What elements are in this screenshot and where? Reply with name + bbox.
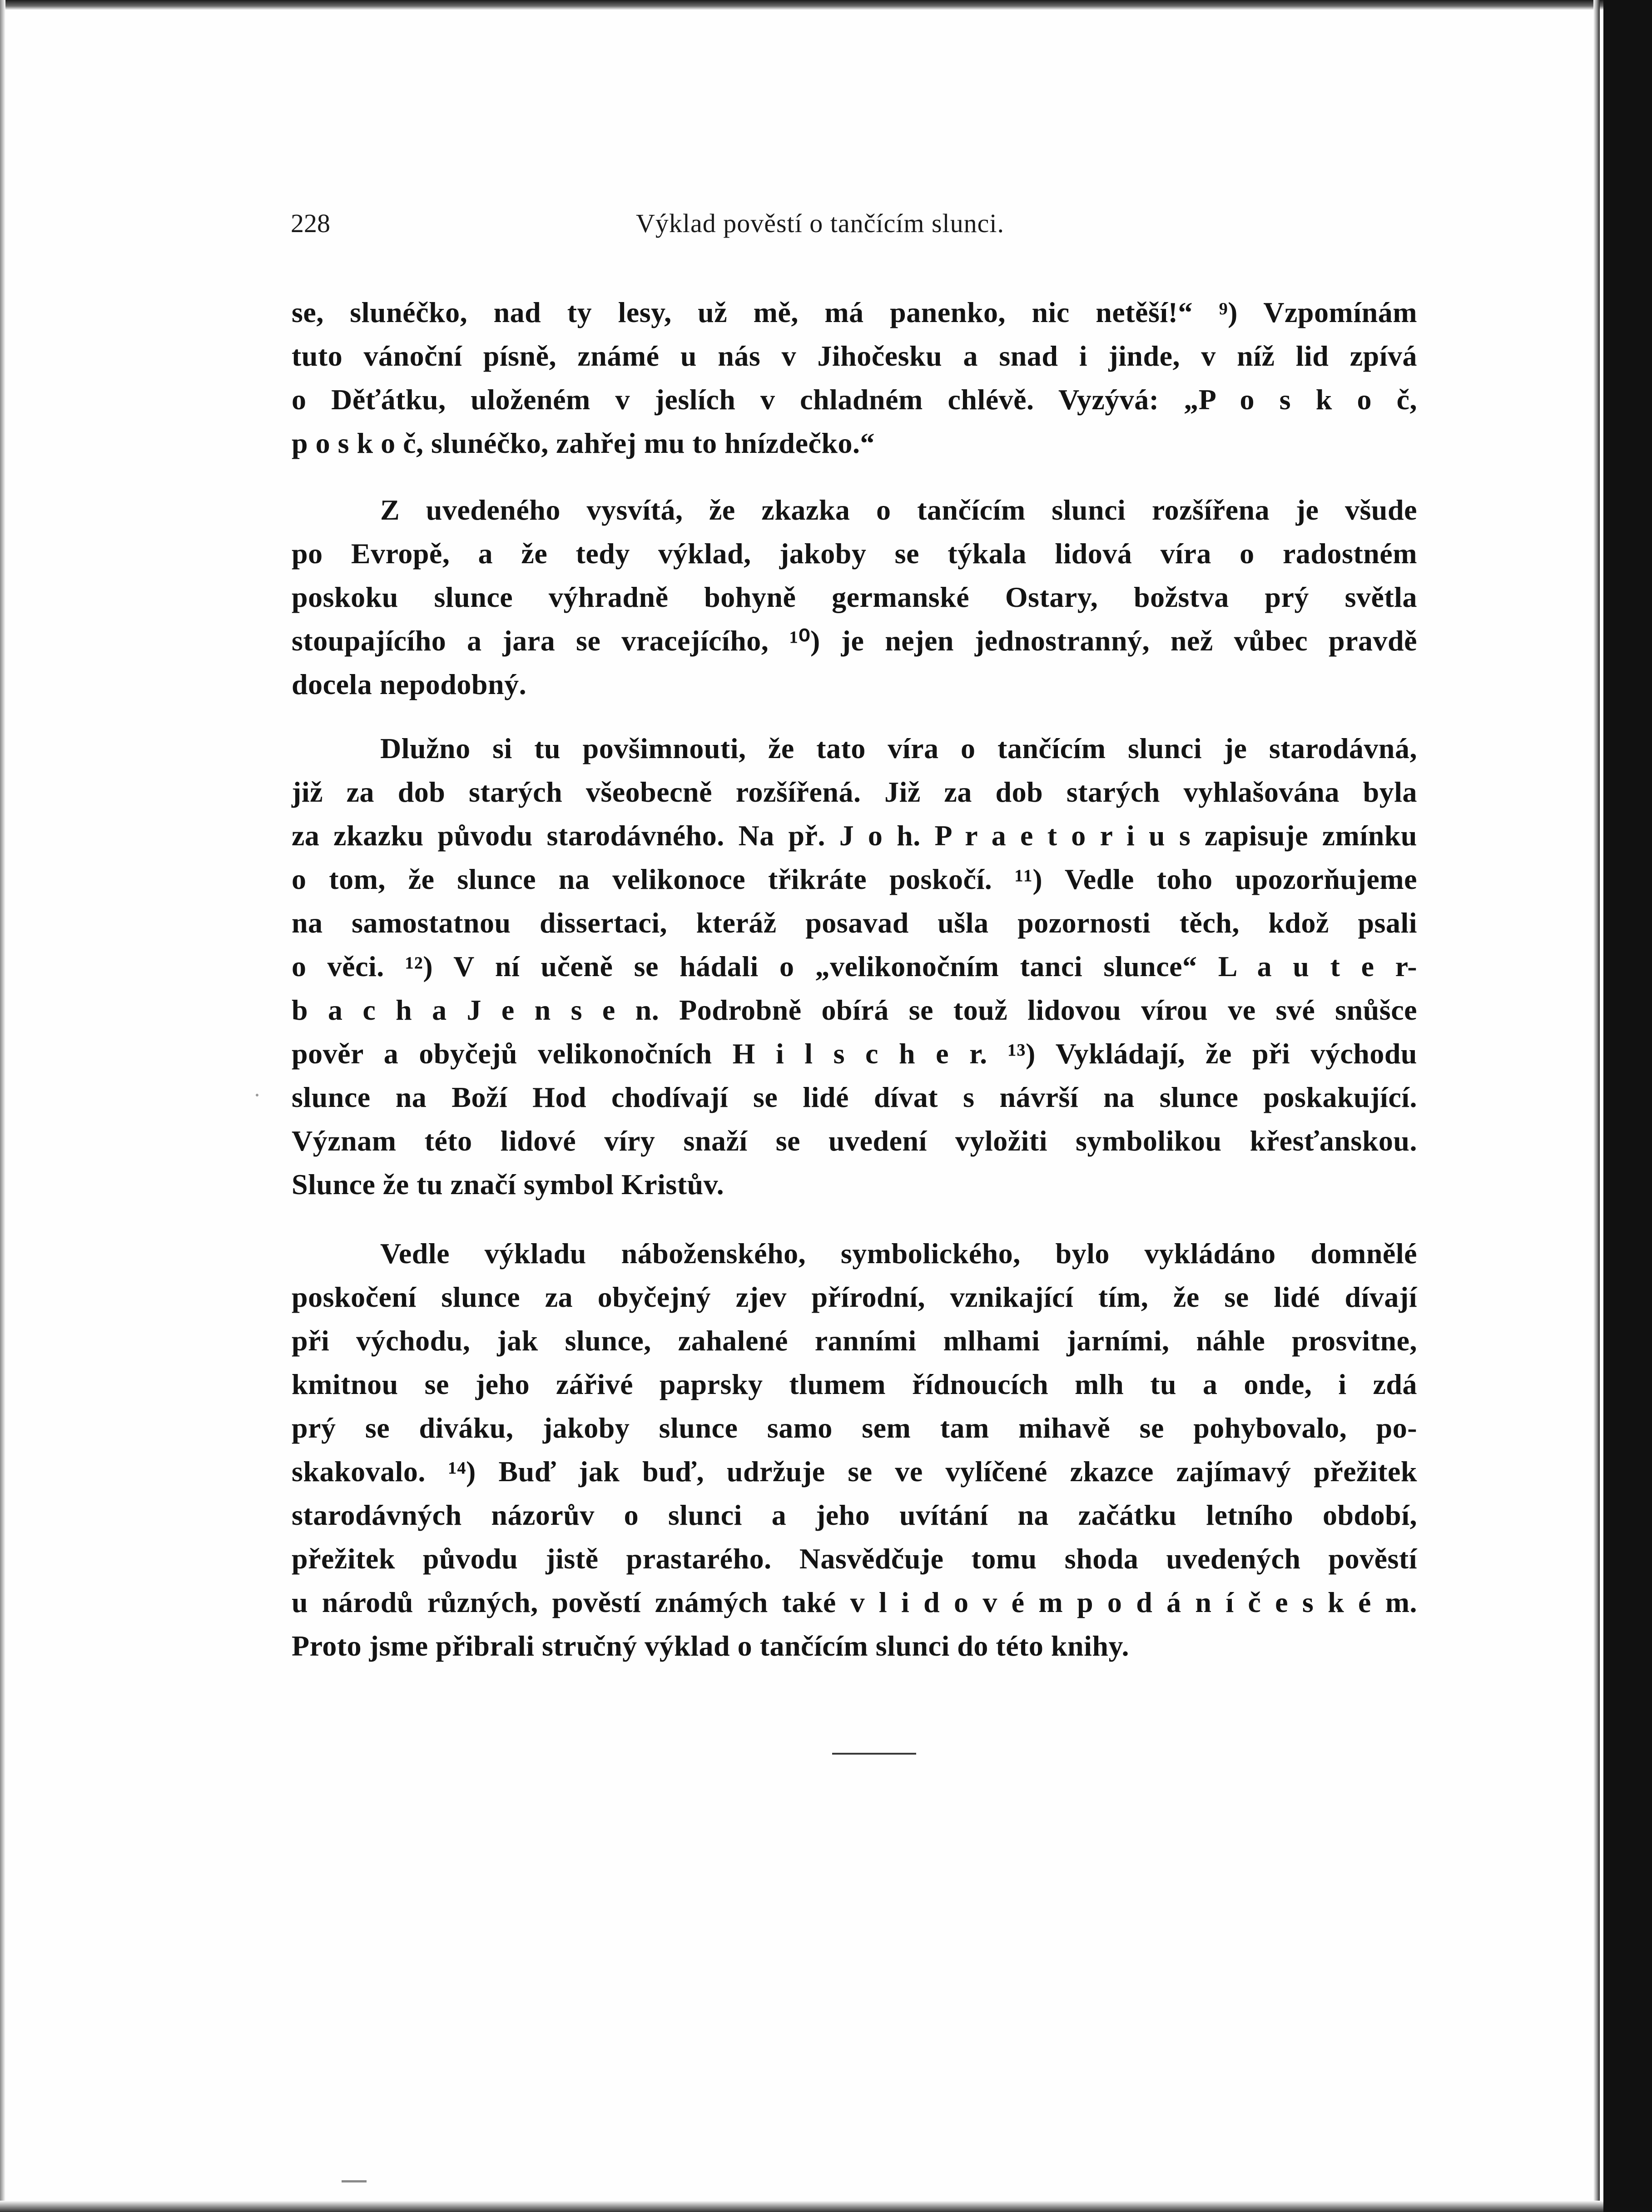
text-line: poskoku slunce výhradně bohyně germanské Ostary, božstva prý světla: [292, 581, 1417, 613]
text-line: přežitek původu jistě prastarého. Nasvědčuje tomu shoda uvedených pověstí: [292, 1542, 1417, 1575]
text-line: Proto jsme přibrali stručný výklad o tančícím slunci do této knihy.: [292, 1630, 1129, 1662]
running-title: Výklad pověstí o tančícím slunci.: [636, 208, 1005, 238]
running-header: [291, 208, 1145, 244]
text-line: Význam této lidové víry snaží se uvedení vyložiti symbolikou křesťanskou.: [292, 1125, 1417, 1157]
text-line: po Evropě, a že tedy výklad, jakoby se týkala lidová víra o radostném: [292, 537, 1417, 570]
paragraph-3: [292, 727, 1417, 1206]
end-of-section-rule: [832, 1753, 916, 1755]
page-edge-bottom: [0, 2201, 1603, 2212]
text-line: kmitnou se jeho zářivé paprsky tlumem řídnoucích mlh tu a onde, i zdá: [292, 1368, 1417, 1400]
text-line: stoupajícího a jara se vracejícího, ¹⁰) je nejen jednostranný, než vůbec pravdě: [292, 625, 1417, 657]
text-line: při východu, jak slunce, zahalené ranními mlhami jarními, náhle prosvitne,: [292, 1324, 1417, 1357]
text-line: o věci. ¹²) V ní učeně se hádali o „velikonočním tanci slunce“ L a u t e r-: [292, 950, 1417, 982]
text-line: o tom, že slunce na velikonoce třikráte poskočí. ¹¹) Vedle toho upozorňujeme: [292, 863, 1417, 895]
text-line: p o s k o č, slunéčko, zahřej mu to hnízdečko.“: [292, 427, 875, 459]
page-edge-top: [0, 0, 1652, 10]
text-line: se, slunéčko, nad ty lesy, už mě, má panenko, nic netěší!“ ⁹) Vzpomínám: [292, 296, 1417, 328]
text-line: o Děťátku, uloženém v jeslích v chladném chlévě. Vyzývá: „P o s k o č,: [292, 383, 1417, 416]
text-line: pověr a obyčejů velikonočních H i l s c h e r. ¹³) Vykládají, že při východu: [292, 1037, 1417, 1070]
text-line: u národů různých, pověstí známých také v l i d o v é m p o d á n í č e s k é m.: [292, 1586, 1417, 1618]
text-line: slunce na Boží Hod chodívají se lidé dívat s návrší na slunce poskakující.: [292, 1081, 1417, 1113]
paragraph-1: [292, 291, 1417, 465]
text-line: Dlužno si tu povšimnouti, že tato víra o tančícím slunci je starodávná,: [380, 732, 1417, 764]
text-line: starodávných názorův o slunci a jeho uvítání na začátku letního období,: [292, 1499, 1417, 1531]
scan-speck: [256, 1094, 258, 1096]
text-line: tuto vánoční písně, známé u nás v Jihočesku a snad i jinde, v níž lid zpívá: [292, 340, 1417, 372]
text-line: za zkazku původu starodávného. Na př. J o h. P r a e t o r i u s zapisuje zmínku: [292, 819, 1417, 852]
text-line: docela nepodobný.: [292, 668, 527, 700]
text-line: již za dob starých všeobecně rozšířená. Již za dob starých vyhlašována byla: [292, 776, 1417, 808]
text-line: prý se diváku, jakoby slunce samo sem tam mihavě se pohybovalo, po-: [292, 1412, 1417, 1444]
text-line: Slunce že tu značí symbol Kristův.: [292, 1168, 724, 1200]
text-line: b a c h a J e n s e n. Podrobně obírá se touž lidovou vírou ve své snůšce: [292, 994, 1417, 1026]
page-number: 228: [291, 208, 330, 238]
text-line: na samostatnou dissertaci, kteráž posavad ušla pozornosti těch, kdož psali: [292, 907, 1417, 939]
page-edge-left: [0, 0, 5, 2212]
paragraph-2: [292, 488, 1417, 706]
text-line: Z uvedeného vysvítá, že zkazka o tančícím slunci rozšířena je všude: [380, 494, 1417, 526]
page-edge-right: [1603, 0, 1652, 2212]
text-line: skakovalo. ¹⁴) Buď jak buď, udržuje se ve vylíčené zkazce zajímavý přežitek: [292, 1455, 1417, 1488]
scan-smudge: [342, 2180, 367, 2182]
page-edge-right-shadow: [1593, 0, 1600, 2212]
text-line: poskočení slunce za obyčejný zjev přírodní, vznikající tím, že se lidé dívají: [292, 1281, 1417, 1313]
paragraph-4: [292, 1232, 1417, 1668]
text-line: Vedle výkladu náboženského, symbolického, bylo vykládáno domnělé: [380, 1237, 1417, 1270]
